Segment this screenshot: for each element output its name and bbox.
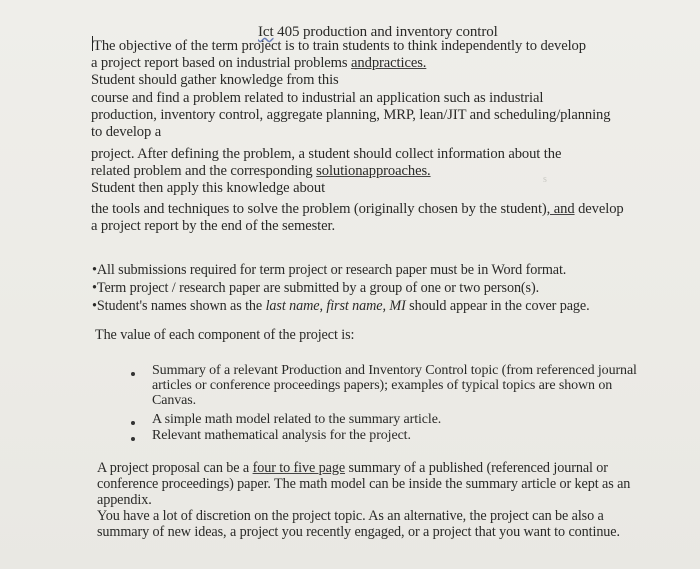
requirement-1: •All submissions required for term project or research paper must be in Word format. — [92, 262, 567, 278]
requirement-3 — [92, 298, 590, 314]
intro-line-3: Student should gather knowledge from this — [91, 72, 339, 88]
component-1-line-1: Summary of a relevant Production and Inventory Control topic (from referenced journal — [152, 363, 637, 378]
intro-line-10-underlined: ), and — [541, 201, 575, 217]
intro-line-6: to develop a — [91, 124, 162, 140]
intro-line-8-underlined: solutionapproaches. — [316, 163, 431, 179]
intro-line-2 — [91, 55, 426, 71]
intro-line-11: a project report by the end of the semester. — [91, 218, 336, 234]
bullet-dot — [131, 372, 135, 376]
bullet-dot — [131, 437, 135, 441]
component-2: A simple math model related to the summary article. — [152, 412, 442, 427]
intro-line-4: course and find a problem related to industrial an application such as industrial — [91, 90, 544, 106]
intro-line-2-underlined: andpractices. — [351, 55, 427, 71]
intro-line-10-text: the tools and techniques to solve the problem (originally chosen by the student — [91, 201, 542, 217]
title-rest: 405 production and inventory control — [273, 24, 498, 40]
title-prefix: Ict — [258, 24, 274, 40]
requirement-3-text: •Student's names shown as the — [92, 298, 266, 314]
intro-line-1: The objective of the term project is to train students to think independently to develop — [93, 38, 586, 54]
requirement-3-tail: should appear in the cover page. — [405, 298, 590, 314]
proposal-line-3: appendix. — [97, 492, 152, 508]
intro-line-10 — [91, 201, 624, 217]
intro-line-8 — [91, 163, 431, 179]
requirement-2: •Term project / research paper are submitted by a group of one or two person(s). — [92, 280, 540, 296]
proposal-line-1-tail: summary of a published (referenced journal or — [345, 460, 608, 476]
intro-line-9: Student then apply this knowledge about — [91, 180, 326, 196]
requirement-3-italic: last name, first name, MI — [265, 298, 406, 314]
components-heading: The value of each component of the project is: — [95, 327, 355, 343]
component-3: Relevant mathematical analysis for the project. — [152, 428, 411, 443]
faint-mark: s — [543, 174, 547, 185]
proposal-line-1-underlined: four to five page — [252, 460, 346, 476]
bullet-dot — [131, 421, 135, 425]
intro-line-2-text: a project report based on industrial problems — [91, 55, 352, 71]
intro-line-7: project. After defining the problem, a student should collect information about the — [91, 146, 562, 162]
intro-line-10-tail: develop — [574, 201, 624, 217]
proposal-line-4: You have a lot of discretion on the project topic. As an alternative, the project can be also a — [97, 508, 604, 524]
proposal-line-1-text: A project proposal can be a — [97, 460, 253, 476]
proposal-line-1 — [97, 461, 608, 476]
proposal-line-2: conference proceedings) paper. The math model can be inside the summary article or kept as an — [97, 476, 631, 492]
intro-line-5: production, inventory control, aggregate planning, MRP, lean/JIT and scheduling/planning — [91, 107, 611, 123]
proposal-line-5: summary of new ideas, a project you recently engaged, or a project that you want to continue. — [97, 524, 620, 540]
component-1-line-3: Canvas. — [152, 393, 197, 408]
component-1-line-2: articles or conference proceedings papers); examples of typical topics are shown on — [152, 378, 613, 393]
intro-line-8-text: related problem and the corresponding — [91, 163, 317, 179]
